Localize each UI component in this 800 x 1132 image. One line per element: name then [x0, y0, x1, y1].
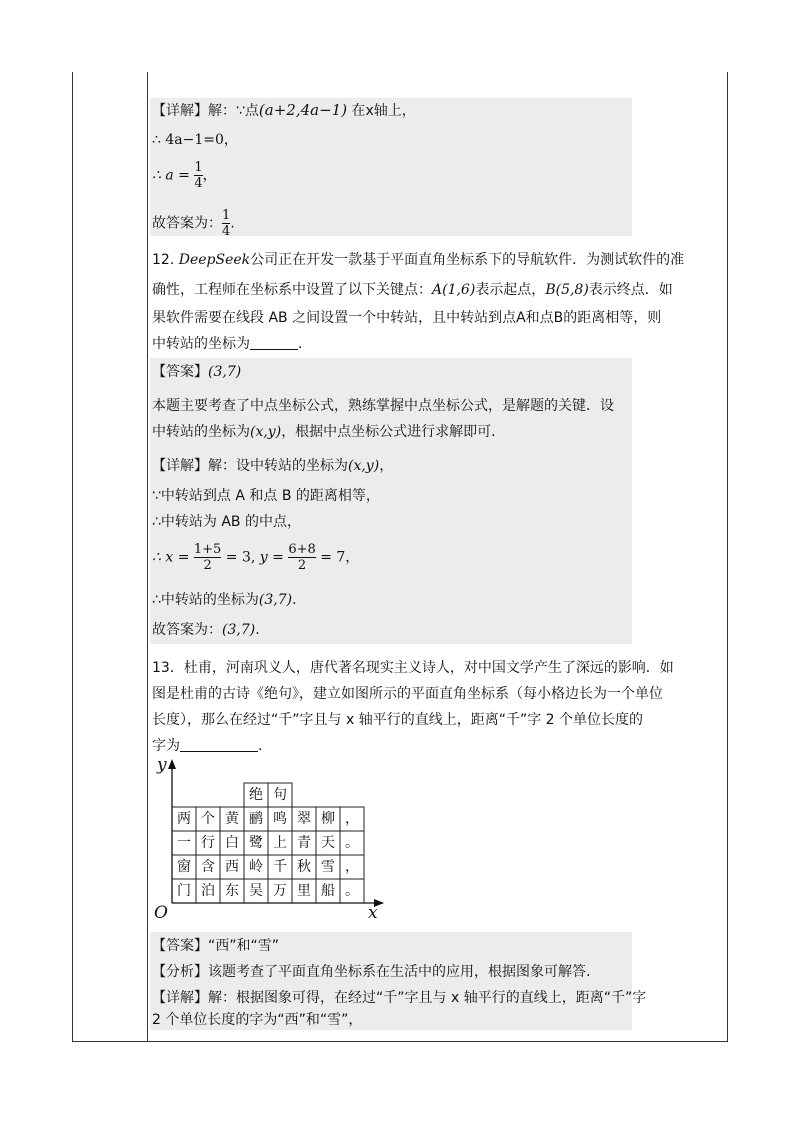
- frac-den: 4: [222, 224, 231, 239]
- poem-character: 一: [177, 835, 191, 851]
- final-prefix: 故答案为：: [152, 622, 222, 638]
- poem-character: 句: [273, 787, 287, 803]
- poem-character: 翠: [297, 811, 311, 827]
- q12-analysis-line1: 本题主要考查了中点坐标公式，熟练掌握中点坐标公式，是解题的关键．设: [152, 398, 614, 414]
- question-number: 12.: [152, 252, 175, 268]
- q13-line4-text: 字为: [152, 738, 180, 754]
- detail-label: 【详解】: [152, 103, 208, 119]
- poem-character: 青: [297, 835, 311, 851]
- q11-detail-line: [152, 100, 416, 121]
- brand-name: DeepSeek: [178, 252, 251, 268]
- answer-suffix: .: [230, 215, 235, 232]
- poem-grid-diagram: [150, 755, 390, 930]
- answer-value: “西”和“雪”: [208, 938, 280, 954]
- analysis-end: ，根据中点坐标公式进行求解即可.: [281, 424, 496, 440]
- q12-line2-text: 确性，工程师在坐标系中设置了以下关键点：: [152, 282, 432, 298]
- poem-character: 里: [297, 883, 311, 899]
- answer-value: (3,7): [258, 592, 293, 608]
- answer-prefix: 故答案为：: [152, 215, 222, 232]
- q13-line4-end: .: [258, 738, 263, 754]
- poem-character: 柳: [321, 811, 335, 827]
- analysis-text: 该题考查了平面直角坐标系在生活中的应用，根据图象可解答.: [208, 964, 591, 980]
- step2-suffix: ，: [202, 167, 217, 184]
- calc-x-result: = 3,: [225, 549, 256, 566]
- detail-text: 解：设中转站的坐标为: [208, 458, 348, 474]
- xy-expression: (x,y): [348, 458, 380, 474]
- q12-analysis-line2: [152, 422, 496, 442]
- poem-character: 万: [273, 883, 287, 899]
- q12-detail-line5: [152, 590, 297, 610]
- final-suffix: .: [255, 622, 260, 638]
- y-axis-arrow: [168, 759, 176, 769]
- q12-line3: 果软件需要在线段 AB 之间设置一个中转站，且中转站到点A和点B的距离相等，则: [152, 310, 662, 326]
- poem-character: 西: [225, 859, 239, 875]
- poem-character: 黄: [225, 811, 239, 827]
- q12-line4: 中转站的坐标为 .: [152, 336, 303, 352]
- detail-text: 解：∵点: [208, 103, 259, 119]
- poem-character: 鸣: [273, 811, 287, 827]
- x-axis-label: x: [368, 903, 378, 923]
- answer-blank: [250, 335, 298, 350]
- frac-num: 1: [222, 208, 231, 223]
- q11-step2: [152, 160, 217, 191]
- point-a: A(1,6): [432, 282, 476, 298]
- point-expression: (a+2,4a−1): [258, 101, 348, 119]
- fraction-y: [288, 542, 315, 573]
- q11-step1: ∴ 4a−1=0，: [152, 132, 238, 148]
- q12-final: [152, 620, 260, 640]
- answer-blank: [180, 737, 258, 752]
- q12-line1: [152, 250, 684, 270]
- detail-label: 【详解】: [152, 458, 208, 474]
- analysis-label: 【分析】: [152, 964, 208, 980]
- q12-line1-text: 公司正在开发一款基于平面直角坐标系下的导航软件．为测试软件的准: [250, 252, 685, 268]
- calc-x-prefix: ∴ x =: [152, 549, 190, 566]
- step2-prefix: ∴ a =: [152, 167, 190, 184]
- answer-label: 【答案】: [152, 938, 208, 954]
- axis-text: 在x轴上，: [351, 103, 416, 119]
- frac-num: 1+5: [193, 542, 222, 557]
- q13-line3: 长度），那么在经过“千”字且与 x 轴平行的直线上，距离“千”字 2 个单位长度的: [152, 712, 644, 728]
- q12-detail-line3: ∴中转站为 AB 的中点，: [152, 514, 301, 530]
- poem-character: 两: [177, 811, 191, 827]
- poem-character: 泊: [201, 883, 215, 899]
- poem-character: 窗: [177, 859, 191, 875]
- q12-line4-text: 中转站的坐标为: [152, 336, 250, 352]
- detail-end: ，: [379, 458, 394, 474]
- xy-expression: (x,y): [250, 424, 282, 440]
- detail-text: ∴中转站的坐标为: [152, 592, 259, 608]
- poem-character: 鹂: [249, 811, 263, 827]
- point-b: B(5,8): [545, 282, 589, 298]
- calc-y-result: = 7，: [320, 549, 360, 566]
- poem-character: 。: [345, 835, 359, 851]
- poem-character: 船: [321, 883, 335, 899]
- poem-character: 。: [345, 883, 359, 899]
- poem-character: 秋: [297, 859, 311, 875]
- detail-label: 【详解】: [152, 990, 208, 1006]
- poem-character: 吴: [249, 883, 263, 899]
- q12-answer: [152, 362, 241, 382]
- frac-den: 2: [297, 558, 307, 573]
- poem-character: 鹭: [249, 835, 263, 851]
- q12-calc: [152, 542, 359, 573]
- q12-line2: [152, 280, 673, 300]
- q12-line2-end: 表示终点．如: [588, 282, 673, 298]
- answer-value: (3,7): [208, 364, 242, 380]
- frac-den: 2: [203, 558, 212, 573]
- q13-detail-line2: 2 个单位长度的字为“西”和“雪”，: [152, 1012, 363, 1028]
- q13-detail-line1: [152, 988, 646, 1008]
- answer-label: 【答案】: [152, 364, 208, 380]
- q11-answer: [152, 208, 235, 239]
- calc-y-prefix: y =: [259, 549, 284, 566]
- frac-num: 6+8: [288, 542, 316, 557]
- origin-label: O: [154, 903, 168, 923]
- poem-character: 含: [201, 859, 215, 875]
- poem-character: 岭: [249, 859, 263, 875]
- poem-character: 上: [273, 835, 287, 851]
- q13-line1: 13．杜甫，河南巩义人，唐代著名现实主义诗人，对中国文学产生了深远的影响．如: [152, 660, 674, 676]
- y-axis-label: y: [157, 755, 167, 775]
- poem-character: 行: [201, 835, 215, 851]
- fraction-x: [194, 542, 221, 573]
- poem-character: 白: [225, 835, 239, 851]
- q13-line2: 图是杜甫的古诗《绝句》，建立如图所示的平面直角坐标系（每小格边长为一个单位: [152, 686, 663, 702]
- poem-character: ，: [345, 811, 359, 827]
- analysis-text: 中转站的坐标为: [152, 424, 250, 440]
- answer-value: (3,7): [222, 622, 256, 638]
- poem-character: 绝: [249, 787, 263, 803]
- poem-character: 雪: [321, 859, 335, 875]
- frac-den: 4: [194, 176, 203, 191]
- poem-character: ，: [345, 859, 359, 875]
- poem-character: 东: [225, 883, 239, 899]
- detail-text: 解：根据图象可得，在经过“千”字且与 x 轴平行的直线上，距离“千”字: [208, 990, 647, 1006]
- poem-character: 千: [273, 859, 287, 875]
- q13-line4: [152, 736, 262, 756]
- detail-end: .: [292, 592, 297, 608]
- frac-num: 1: [194, 160, 203, 175]
- fraction: [194, 160, 202, 191]
- q13-analysis: [152, 962, 590, 982]
- q12-detail-line2: ∵中转站到点 A 和点 B 的距离相等，: [152, 488, 380, 504]
- q12-line2-mid: 表示起点，: [475, 282, 546, 298]
- poem-character: 门: [177, 883, 191, 899]
- table-column-divider: [147, 72, 148, 1042]
- poem-character: 个: [201, 811, 215, 827]
- q12-detail-line1: [152, 456, 393, 476]
- poem-character: 天: [321, 835, 335, 851]
- q13-answer: [152, 936, 279, 956]
